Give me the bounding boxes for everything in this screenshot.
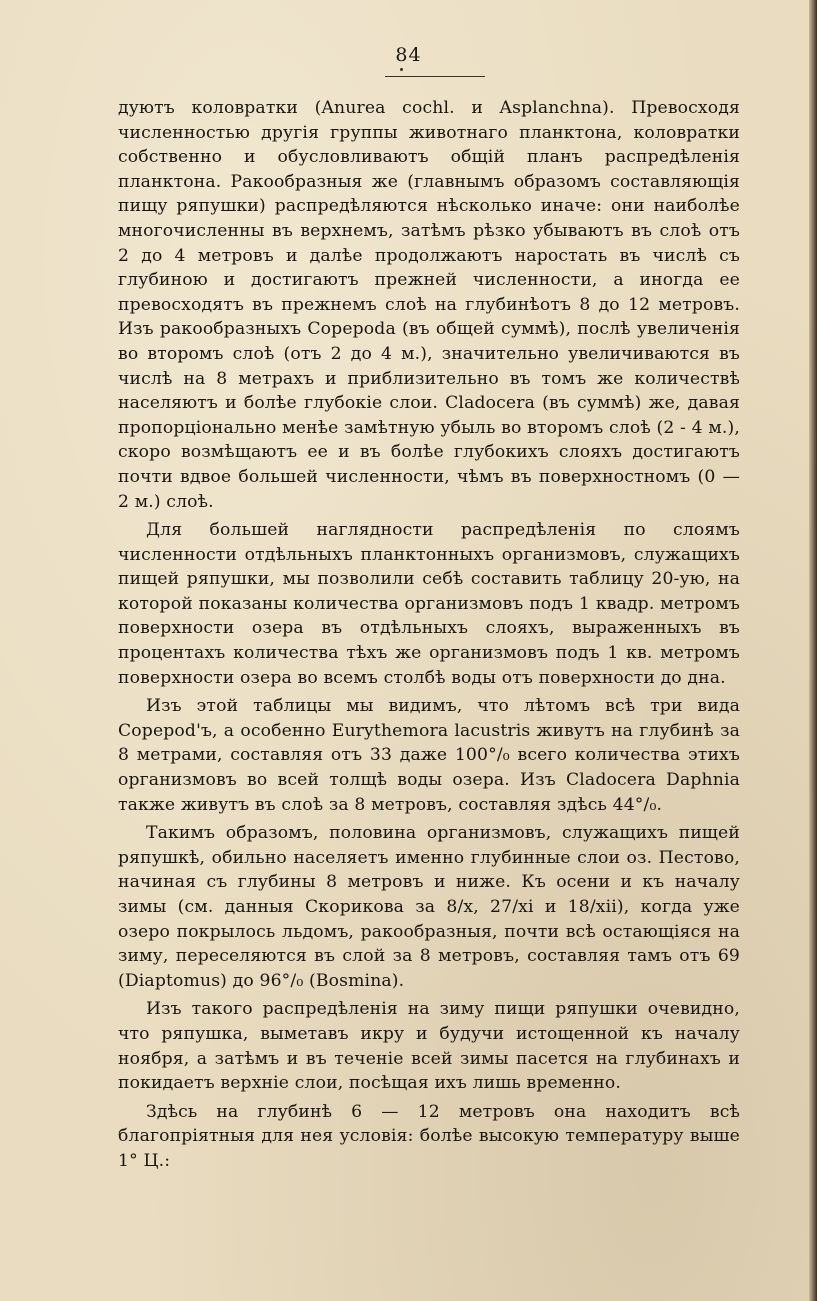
paragraph-3: Изъ этой таблицы мы видимъ, что лѣтомъ всѣ три вида Copepod'ъ, а особенно Eurythemora lacustris живутъ на глубинѣ за 8 метрами, составляя отъ 33 даже 100°/₀ всего количества этихъ организмовъ во всей толщѣ воды озера. Изъ Cladocera Daphnia также живутъ въ слоѣ за 8 метровъ, составляя здѣсь 44°/₀.	[118, 696, 740, 815]
page-number: 84	[395, 44, 422, 66]
page-edge	[809, 0, 817, 1301]
paragraph-1: дуютъ коловратки (Anurea cochl. и Asplanchna). Превосходя численностью другія группы животнаго планктона, коловратки собственно и обусловливаютъ общій планъ распредѣленія планктона. Ракообразныя же (главнымъ образомъ составляющія пищу ряпушки) распредѣляются нѣсколько иначе: они наиболѣе многочисленны въ верхнемъ, затѣмъ рѣзко убываютъ въ слоѣ отъ 2 до 4 метровъ и далѣе продолжаютъ наростать въ числѣ съ глубиною и достигаютъ прежней численности, а иногда ее превосходятъ въ прежнемъ слоѣ на глубинѣотъ 8 до 12 метровъ. Изъ ракообразныхъ Copepoda (въ общей суммѣ), послѣ увеличенія во второмъ слоѣ (отъ 2 до 4 м.), значительно увеличиваются въ числѣ на 8 метрахъ и приблизительно въ томъ же количествѣ населяютъ и болѣе глубокіе слои. Cladocera (въ суммѣ) же, давая пропорціонально менѣе замѣтную убыль во второмъ слоѣ (2 - 4 м.), скоро возмѣщаютъ ее и въ болѣе глубокихъ слояхъ достигаютъ почти вдвое большей численности, чѣмъ въ поверхностномъ (0 — 2 м.) слоѣ.	[118, 98, 740, 512]
paragraph-4: Такимъ образомъ, половина организмовъ, служащихъ пищей ряпушкѣ, обильно населяетъ именно глубинные слои оз. Пестово, начиная съ глубины 8 метровъ и ниже. Къ осени и къ началу зимы (см. данныя Скорикова за 8/x, 27/xi и 18/xii), когда уже озеро покрылось льдомъ, ракообразныя, почти всѣ остающіяся на зиму, переселяются въ слой за 8 метровъ, составляя тамъ отъ 69 (Diaptomus) до 96°/₀ (Bosmina).	[118, 823, 740, 991]
paragraph-2: Для большей наглядности распредѣленія по слоямъ численности отдѣльныхъ планктонныхъ организмовъ, служащихъ пищей ряпушки, мы позволили себѣ составить таблицу 20-ую, на которой показаны количества организмовъ подъ 1 квадр. метромъ поверхности озера въ отдѣльныхъ слояхъ, выраженныхъ въ процентахъ количества тѣхъ же организмовъ подъ 1 кв. метромъ поверхности озера во всемъ столбѣ воды отъ поверхности до дна.	[118, 520, 740, 688]
paragraph-5: Изъ такого распредѣленія на зиму пищи ряпушки очевидно, что ряпушка, выметавъ икру и будучи истощенной къ началу ноября, а затѣмъ и въ теченіе всей зимы пасется на глубинахъ и покидаетъ верхніе слои, посѣщая ихъ лишь временно.	[118, 999, 740, 1094]
body-text	[118, 96, 740, 1174]
page-header	[0, 44, 817, 66]
header-rule	[385, 76, 485, 77]
ink-speck	[400, 68, 403, 71]
paragraph-6: Здѣсь на глубинѣ 6 — 12 метровъ она находитъ всѣ благопріятныя для нея условія: болѣе высокую температуру выше 1° Ц.:	[118, 1101, 740, 1171]
